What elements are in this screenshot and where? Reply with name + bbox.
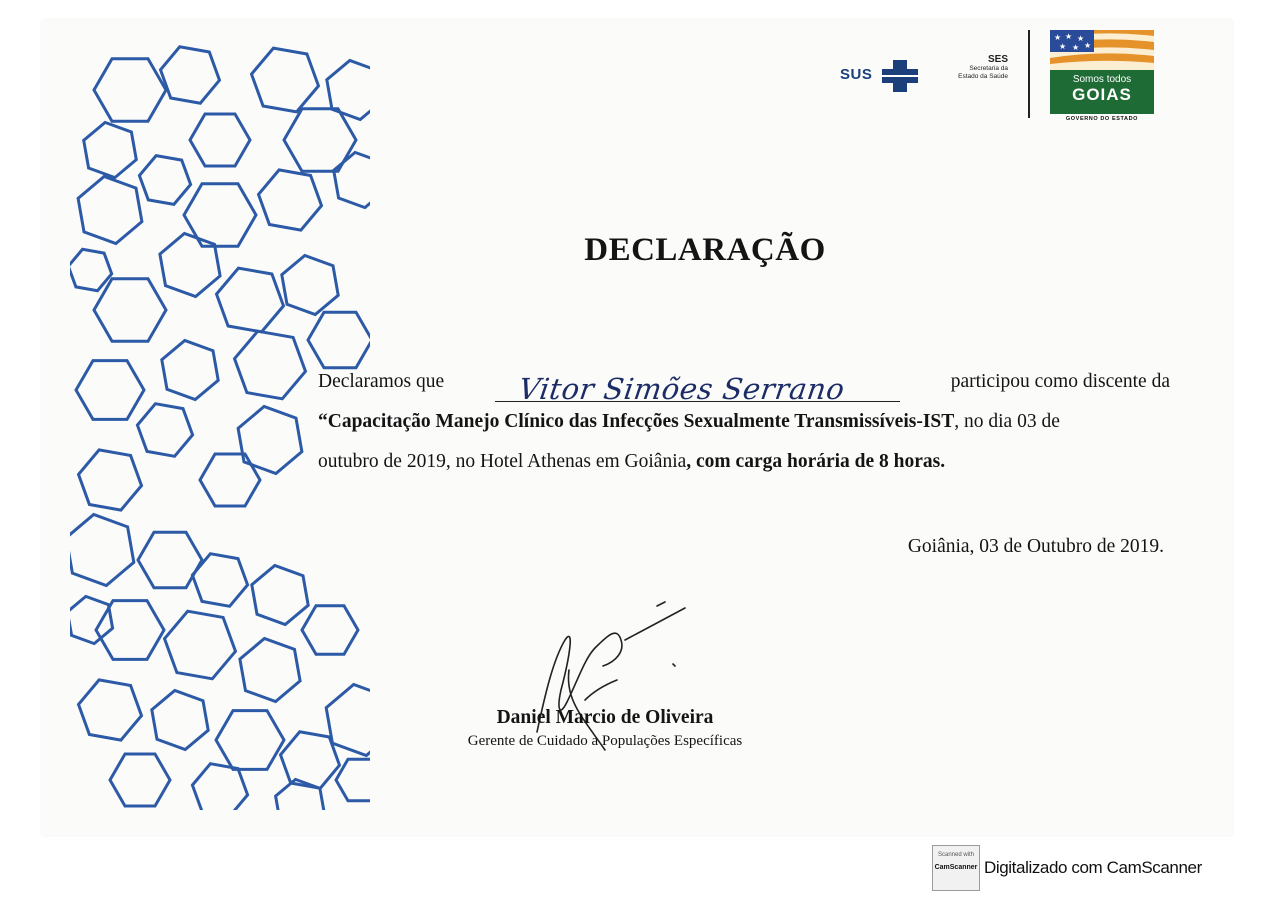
declaration-line-1 xyxy=(318,362,1170,406)
sus-cross-icon xyxy=(880,58,920,94)
hexagon-shape xyxy=(94,59,166,121)
declaration-participation: participou como discente da xyxy=(950,371,1170,392)
svg-text:★: ★ xyxy=(1084,41,1092,50)
svg-text:★: ★ xyxy=(1054,33,1062,42)
hexagon-shape xyxy=(96,601,164,660)
goias-logo xyxy=(1050,30,1154,122)
goias-name: GOIAS xyxy=(1072,85,1132,104)
hexagon-shape xyxy=(217,268,284,332)
scanner-watermark xyxy=(932,845,1252,891)
header-logos xyxy=(838,28,1158,123)
participant-name-blank xyxy=(495,372,900,406)
hexagon-shape xyxy=(110,754,170,806)
hexagon-shape xyxy=(137,404,192,457)
hexagon-shape xyxy=(94,279,166,341)
hexagon-shape xyxy=(192,764,247,810)
scanner-caption: Digitalizado com CamScanner xyxy=(984,858,1202,877)
declaration-body xyxy=(318,362,1170,482)
declaration-intro: Declaramos que xyxy=(318,371,445,392)
hexagon-shape xyxy=(190,114,250,166)
course-name: “Capacitação Manejo Clínico das Infecções Sexualmente Transmissíveis-IST xyxy=(318,411,955,432)
hexagon-shape xyxy=(216,711,284,770)
hexagon-shape xyxy=(79,680,142,740)
hexagon-shape xyxy=(139,156,190,205)
hexagon-shape xyxy=(70,515,134,586)
hexagon-shape xyxy=(152,691,208,750)
goias-flag-icon xyxy=(1050,30,1154,70)
participant-name-handwritten: Vitor Simões Serrano xyxy=(516,372,847,406)
hexagon-shape xyxy=(84,122,137,177)
hexagon-shape xyxy=(252,566,308,625)
hexagon-shape xyxy=(334,152,370,207)
svg-text:★: ★ xyxy=(1059,42,1067,51)
svg-text:★: ★ xyxy=(1077,34,1085,43)
hexagon-shape xyxy=(238,407,302,474)
course-workload: , com carga horária de 8 horas. xyxy=(686,451,946,472)
goias-logo-box xyxy=(1050,30,1154,114)
ses-abbr: SES xyxy=(987,54,1008,65)
svg-text:★: ★ xyxy=(1072,43,1080,52)
event-location: outubro de 2019, no Hotel Athenas em Goiânia xyxy=(318,451,687,472)
course-date: , no dia 03 de xyxy=(954,411,1060,432)
svg-text:★: ★ xyxy=(1065,32,1073,41)
hexagon-shape xyxy=(308,312,370,367)
camscanner-icon xyxy=(932,845,980,891)
hexagon-shape xyxy=(252,48,319,112)
hexagon-shape xyxy=(70,596,113,643)
hexagon-shape xyxy=(235,331,306,399)
goias-slogan: Somos todos xyxy=(1072,74,1132,85)
hexagon-shape xyxy=(165,611,236,679)
ses-logo xyxy=(948,54,1008,80)
logo-divider xyxy=(1028,30,1030,118)
hexagon-shape xyxy=(79,450,142,510)
hexagon-shape xyxy=(259,170,322,230)
place-and-date: Goiânia, 03 de Outubro de 2019. xyxy=(907,536,1164,557)
hexagon-shape xyxy=(327,61,370,120)
hexagon-shape xyxy=(200,454,260,506)
hexagon-shape xyxy=(302,606,358,654)
declaration-line-3 xyxy=(318,442,1170,482)
goias-subtitle: GOVERNO DO ESTADO xyxy=(1065,116,1139,122)
signatory-name: Daniel Marcio de Oliveira xyxy=(496,707,714,728)
document-title: DECLARAÇÃO xyxy=(584,232,826,268)
ses-name: Secretaria da Estado da Saúde xyxy=(958,65,1008,80)
hexagon-shape xyxy=(240,639,300,702)
hexagon-shape xyxy=(161,47,220,103)
hexagon-shape xyxy=(162,341,218,400)
camscanner-icon-top-label: Scanned with xyxy=(937,852,975,858)
sus-logo-text: SUS xyxy=(840,66,873,83)
hexagon-shape xyxy=(76,361,144,420)
camscanner-icon-brand: CamScanner xyxy=(934,864,978,871)
signatory-role: Gerente de Cuidado a Populações Específicas xyxy=(467,733,743,749)
